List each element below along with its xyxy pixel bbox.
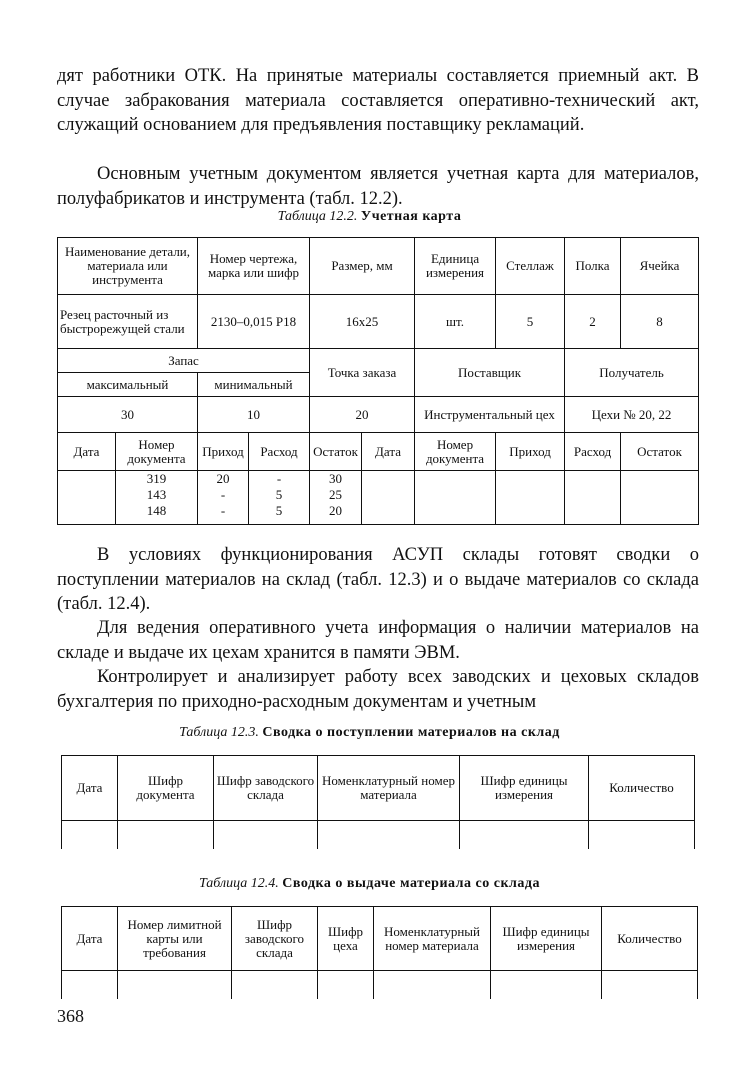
t1-header-rack: Стеллаж bbox=[496, 238, 565, 295]
t3-header-unit-code: Шифр единицы измерения bbox=[491, 907, 602, 971]
t3-empty-cell bbox=[232, 971, 318, 999]
t1-sub-doc-number: Номер документа bbox=[116, 433, 198, 471]
table-row-rest: 30 bbox=[329, 471, 343, 486]
t1-sub-expense: Расход bbox=[249, 433, 310, 471]
paragraph-5: Контролирует и анализирует работу всех заводских и цеховых складов бухгалтерия по приходно-расходным документам и учетным bbox=[57, 667, 699, 712]
paragraph-2: Основным учетным документом является учетная карта для материалов, полуфабрикатов и инструмента (табл. 12.2). bbox=[57, 164, 699, 209]
t1-data-empty bbox=[496, 471, 565, 525]
table-row-rest: 20 bbox=[329, 503, 343, 518]
t2-empty-cell bbox=[214, 821, 318, 849]
t1-stock-min-header: минимальный bbox=[198, 373, 310, 397]
t1-receiver-header: Получатель bbox=[565, 349, 699, 397]
table-account-card bbox=[57, 237, 699, 525]
t1-item-unit: шт. bbox=[415, 295, 496, 349]
t1-item-cell: 8 bbox=[621, 295, 699, 349]
t3-empty-cell bbox=[62, 971, 118, 999]
table-row-expense: - bbox=[276, 471, 282, 486]
t2-empty-cell bbox=[460, 821, 589, 849]
table1-caption-title: Учетная карта bbox=[360, 209, 462, 224]
t1-stock-header: Запас bbox=[58, 349, 310, 373]
t1-item-name: Резец расточный из быстрорежущей стали bbox=[58, 295, 198, 349]
t1-sub-date: Дата bbox=[58, 433, 116, 471]
t3-empty-cell bbox=[491, 971, 602, 999]
table-row-expense: 5 bbox=[275, 487, 283, 502]
t2-empty-cell bbox=[318, 821, 460, 849]
table1-caption-label: Таблица 12.2. bbox=[277, 209, 358, 224]
t1-item-shelf: 2 bbox=[565, 295, 621, 349]
t1-header-unit: Единица измерения bbox=[415, 238, 496, 295]
t1-sub-income-2: Приход bbox=[496, 433, 565, 471]
t2-empty-cell bbox=[62, 821, 118, 849]
t2-empty-cell bbox=[118, 821, 214, 849]
t1-stock-max-value: 30 bbox=[58, 397, 198, 433]
table-issue-summary bbox=[61, 906, 698, 999]
t1-data-empty bbox=[565, 471, 621, 525]
table2-caption-label: Таблица 12.3. bbox=[179, 725, 259, 740]
t3-empty-cell bbox=[602, 971, 698, 999]
t3-header-shop-code: Шифр цеха bbox=[318, 907, 374, 971]
t2-header-warehouse-code: Шифр заводского склада bbox=[214, 756, 318, 821]
page-number: 368 bbox=[57, 1006, 84, 1026]
t1-header-shelf: Полка bbox=[565, 238, 621, 295]
t1-data-empty bbox=[621, 471, 699, 525]
t1-data-income bbox=[198, 471, 249, 525]
t2-empty-cell bbox=[589, 821, 695, 849]
t1-data-empty bbox=[362, 471, 415, 525]
t1-item-size: 16х25 bbox=[310, 295, 415, 349]
table3-caption bbox=[0, 876, 739, 892]
t2-header-doc-code: Шифр документа bbox=[118, 756, 214, 821]
table-row-income: 20 bbox=[216, 471, 230, 486]
t3-empty-cell bbox=[374, 971, 491, 999]
t1-data-rest bbox=[310, 471, 362, 525]
t1-header-size: Размер, мм bbox=[310, 238, 415, 295]
table3-caption-label: Таблица 12.4. bbox=[199, 876, 279, 891]
t2-header-quantity: Количество bbox=[589, 756, 695, 821]
t1-sub-expense-2: Расход bbox=[565, 433, 621, 471]
t3-empty-cell bbox=[318, 971, 374, 999]
paragraph-1: дят работники ОТК. На принятые материалы составляется приемный акт. В случае забракования материала составляется оперативно-технический акт, служащий основанием для предъявления поставщику рекламаций. bbox=[57, 66, 699, 135]
t1-data-expense bbox=[249, 471, 310, 525]
t1-stock-max-header: максимальный bbox=[58, 373, 198, 397]
t2-header-item-number: Номенклатурный номер материала bbox=[318, 756, 460, 821]
t1-sub-date-2: Дата bbox=[362, 433, 415, 471]
table2-caption bbox=[0, 725, 739, 741]
t3-header-warehouse-code: Шифр заводского склада bbox=[232, 907, 318, 971]
table-receipt-summary bbox=[61, 755, 695, 849]
t2-header-unit-code: Шифр единицы измерения bbox=[460, 756, 589, 821]
table-row-doc: 319 bbox=[146, 471, 167, 486]
table-row-doc: 143 bbox=[146, 487, 167, 502]
t1-data-date bbox=[58, 471, 116, 525]
table-row-income: - bbox=[220, 503, 226, 518]
t1-order-point-header: Точка заказа bbox=[310, 349, 415, 397]
t1-sub-doc-number-2: Номер документа bbox=[415, 433, 496, 471]
table2-caption-title: Сводка о поступлении материалов на склад bbox=[262, 725, 560, 740]
t1-sub-income: Приход bbox=[198, 433, 249, 471]
t1-data-empty bbox=[415, 471, 496, 525]
t1-item-rack: 5 bbox=[496, 295, 565, 349]
t1-sub-rest-2: Остаток bbox=[621, 433, 699, 471]
t2-header-date: Дата bbox=[62, 756, 118, 821]
t1-header-drawing: Номер чертежа, марка или шифр bbox=[198, 238, 310, 295]
t3-header-date: Дата bbox=[62, 907, 118, 971]
t3-header-quantity: Количество bbox=[602, 907, 698, 971]
table-row-expense: 5 bbox=[275, 503, 283, 518]
table-row-income: - bbox=[220, 487, 226, 502]
t1-data-doc-numbers bbox=[116, 471, 198, 525]
table1-caption bbox=[0, 209, 739, 225]
t1-supplier-value: Инструментальный цех bbox=[415, 397, 565, 433]
t3-empty-cell bbox=[118, 971, 232, 999]
t1-header-name: Наименование детали, материала или инструмента bbox=[58, 238, 198, 295]
t1-order-point-value: 20 bbox=[310, 397, 415, 433]
t1-supplier-header: Поставщик bbox=[415, 349, 565, 397]
t1-sub-rest: Остаток bbox=[310, 433, 362, 471]
t3-header-item-number: Номенклатурный номер материала bbox=[374, 907, 491, 971]
paragraph-3: В условиях функционирования АСУП склады готовят сводки о поступлении материалов на склад (табл. 12.3) и о выдаче материалов со склада (табл. 12.4). bbox=[57, 545, 699, 614]
t1-receiver-value: Цехи № 20, 22 bbox=[565, 397, 699, 433]
t3-header-limit-card: Номер лимитной карты или требования bbox=[118, 907, 232, 971]
table-row-rest: 25 bbox=[329, 487, 343, 502]
t1-stock-min-value: 10 bbox=[198, 397, 310, 433]
t1-header-cell: Ячейка bbox=[621, 238, 699, 295]
paragraph-4: Для ведения оперативного учета информация о наличии материалов на складе и выдаче их цехам хранится в памяти ЭВМ. bbox=[57, 618, 699, 663]
t1-item-drawing: 2130–0,015 Р18 bbox=[198, 295, 310, 349]
table-row-doc: 148 bbox=[146, 503, 167, 518]
table3-caption-title: Сводка о выдаче материала со склада bbox=[282, 876, 540, 891]
